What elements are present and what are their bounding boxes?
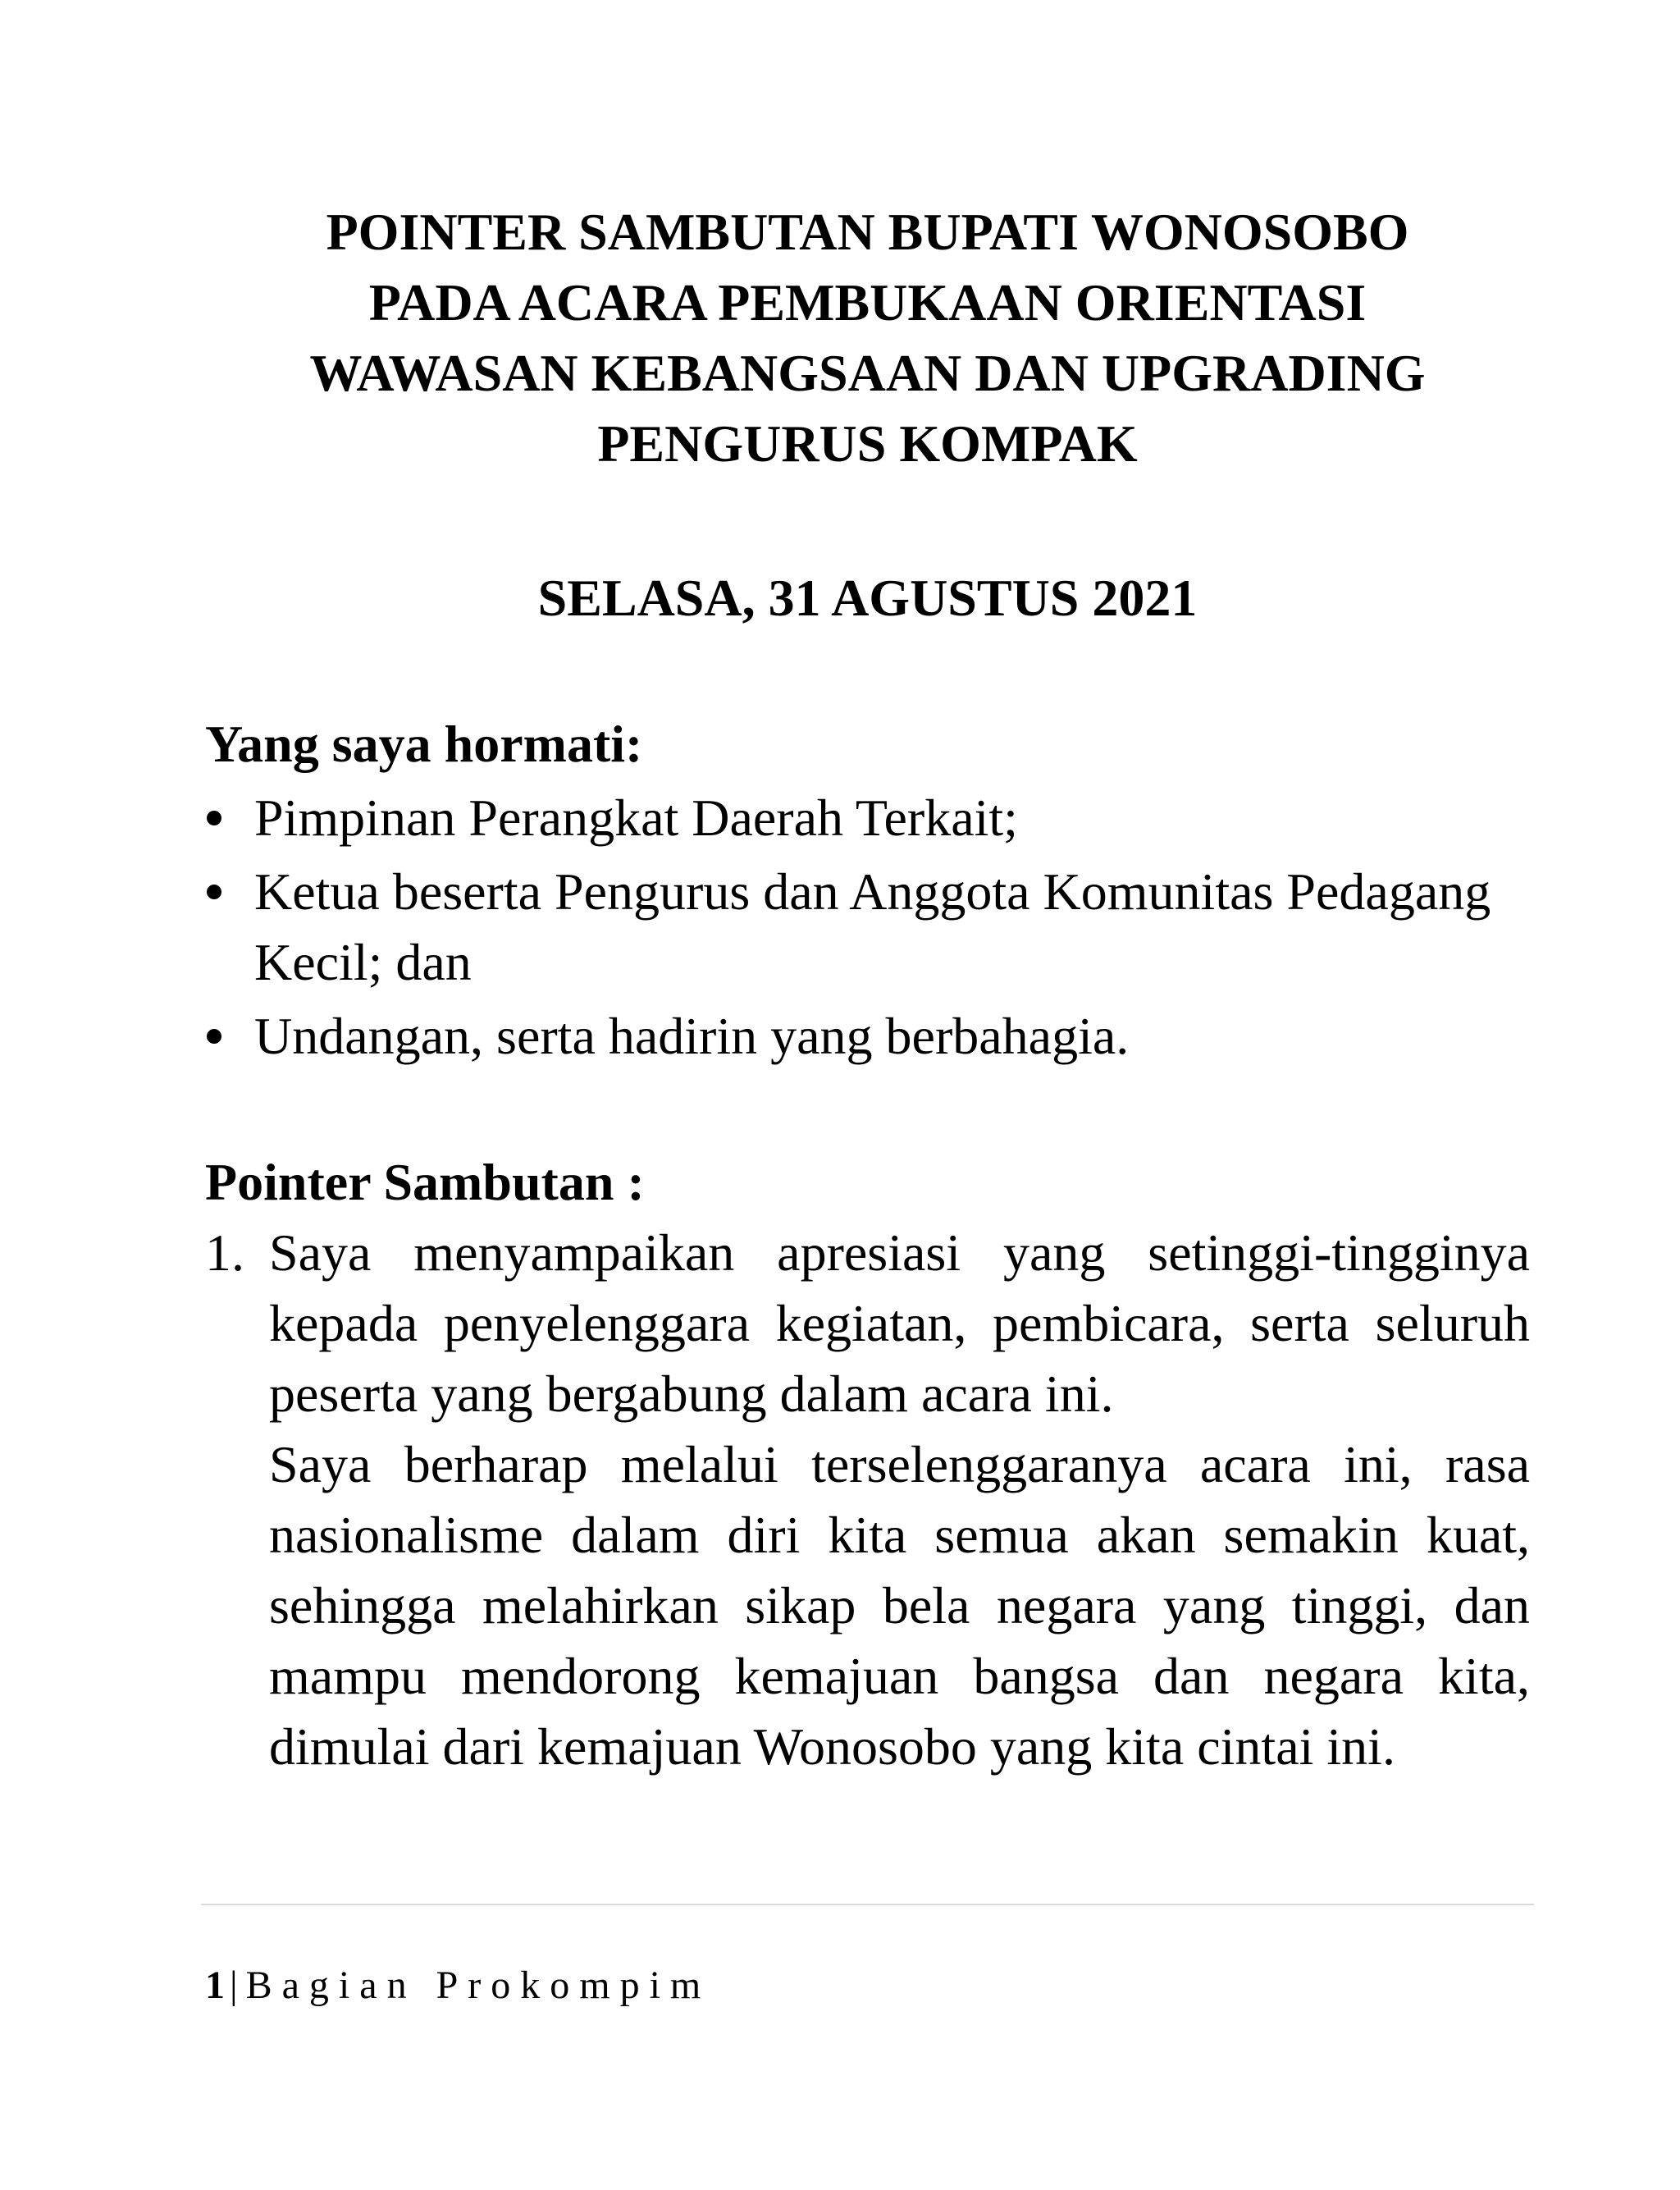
pointer-heading: Pointer Sambutan : — [205, 1153, 645, 1211]
paragraph: Saya berharap melalui terselenggaranya acara ini, rasa nasionalisme dalam diri kita semua akan semakin kuat, sehingga melahirkan sikap bela negara yang tinggi, dan mampu mendorong kemajuan bangsa dan negara kita, dimulai dari kemajuan Wonosobo yang kita cintai ini. — [269, 1435, 1530, 1776]
list-item-text: Ketua beserta Pengurus dan Anggota Komunitas Pedagang Kecil; dan — [254, 862, 1491, 991]
greeting-heading: Yang saya hormati: — [205, 715, 643, 773]
bullet-icon — [207, 811, 221, 825]
footer-label: Bagian Prokompim — [245, 1964, 711, 2007]
title-line: PENGURUS KOMPAK — [597, 414, 1138, 473]
page-footer — [205, 1961, 710, 2010]
document-title — [205, 197, 1530, 479]
list-item — [205, 1218, 1530, 1782]
title-line: WAWASAN KEBANGSAAN DAN UPGRADING — [309, 344, 1426, 402]
greeting-list — [205, 783, 1530, 1072]
list-item — [205, 1001, 1530, 1072]
list-item — [205, 783, 1530, 853]
footer-divider — [201, 1904, 1534, 1905]
document-date: SELASA, 31 AGUSTUS 2021 — [537, 569, 1198, 627]
title-line: PADA ACARA PEMBUKAAN ORIENTASI — [368, 273, 1367, 331]
title-line: POINTER SAMBUTAN BUPATI WONOSOBO — [326, 203, 1409, 261]
footer-separator: | — [230, 1964, 238, 2007]
document-page — [205, 197, 1530, 1782]
bullet-icon — [207, 885, 221, 899]
bullet-icon — [207, 1029, 221, 1044]
page-number: 1 — [205, 1964, 225, 2007]
list-number: 1. — [205, 1223, 244, 1282]
paragraph: Saya menyampaikan apresiasi yang setinggi-tingginya kepada penyelenggara kegiatan, pembicara, serta seluruh peserta yang bergabung dalam acara ini. — [269, 1223, 1530, 1423]
list-item-text: Undangan, serta hadirin yang berbahagia. — [254, 1007, 1130, 1065]
list-item — [205, 857, 1530, 998]
pointer-list — [205, 1218, 1530, 1782]
list-item-text: Pimpinan Perangkat Daerah Terkait; — [254, 789, 1018, 847]
